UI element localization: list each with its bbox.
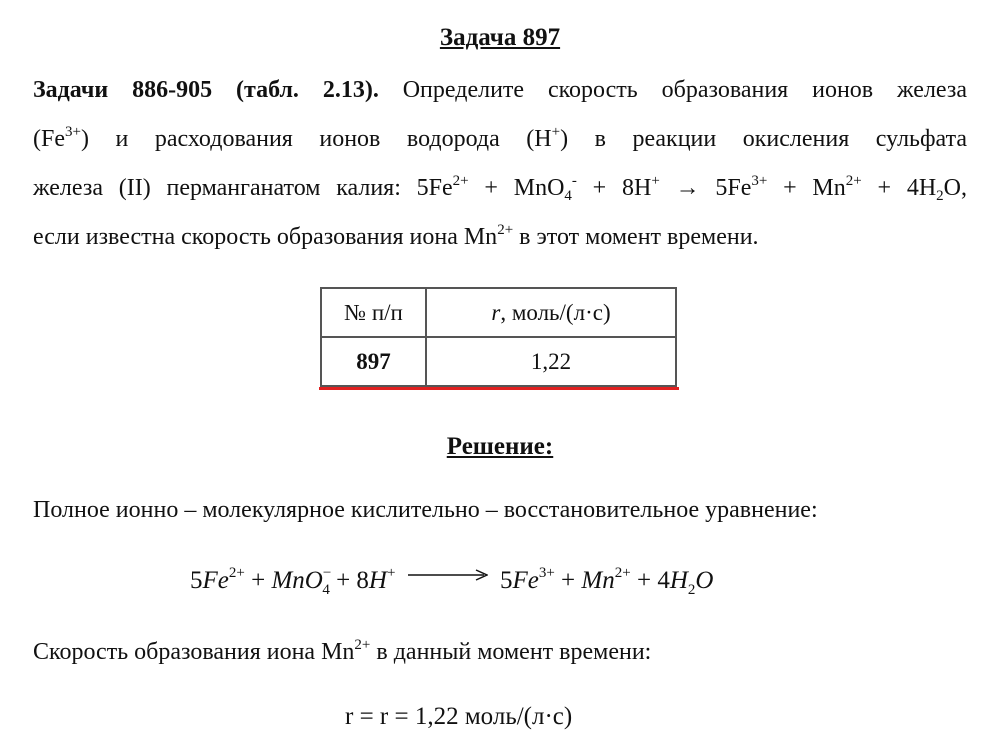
problem-line-3: железа (II) перманганатом калия: $5Fe^{2+} + MnO_4^- + 8H^+ \to 5Fe^{3+} + Mn^{2+} + 4H_2O$,	[33, 173, 967, 204]
task-title: Задача 897	[439, 24, 561, 51]
problem-line-2: $(Fe^{3+})$ и расходования ионов водорода (H+) в реакции окисления сульфата	[33, 124, 968, 152]
table-header-row	[321, 288, 676, 337]
problem-statement	[33, 66, 967, 262]
problem-bold-prefix: Задачи 886-905 (табл. 2.13).	[33, 77, 379, 103]
reaction-arrow-icon	[408, 568, 488, 582]
header-rate: r, моль/(л·с)	[426, 288, 676, 337]
ionic-equation: $5Fe^{2+} + MnO^-_4 + 8H^+$ $5Fe^{3+} + Mn^{2+} + 4H_2O$	[190, 565, 714, 598]
header-number: № п/п	[321, 288, 426, 337]
ionic-equation-label: Полное ионно – молекулярное кислительно – восстановительное уравнение:	[33, 497, 818, 523]
problem-line-1: Задачи 886-905 (табл. 2.13). Определите скорость образования ионов железа	[33, 77, 968, 103]
table-bottom-red-line	[319, 387, 679, 390]
row-rate-value: 1,22	[426, 337, 676, 386]
solution-heading: Решение:	[446, 433, 554, 460]
problem-line-4: если известна скорость образования иона $Mn^{2+}$ в этот момент времени.	[33, 222, 759, 250]
table-row	[321, 337, 676, 386]
data-table	[320, 287, 677, 387]
rate-formula-partial: r = r = 1,22 моль/(л·с)	[345, 703, 573, 730]
rate-label: Скорость образования иона $Mn^{2+}$ в данный момент времени:	[33, 637, 652, 665]
row-number: 897	[321, 337, 426, 386]
